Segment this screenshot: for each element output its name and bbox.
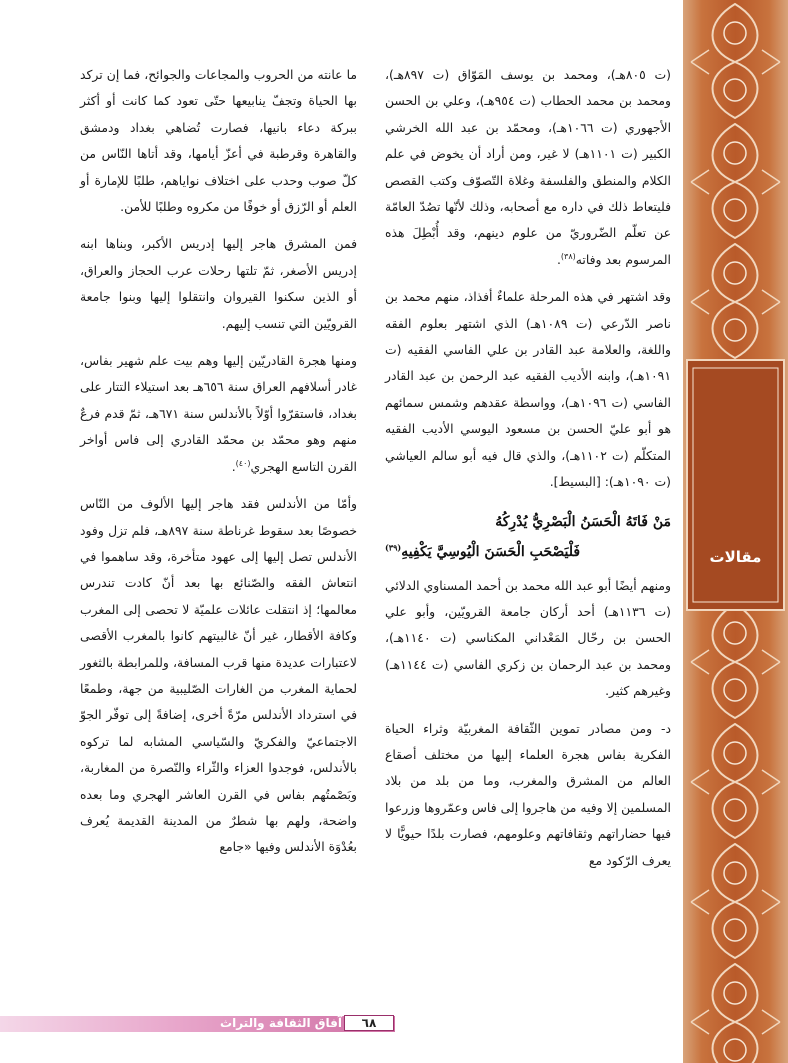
text-column-left xyxy=(80,62,357,872)
paragraph: ومنهم أيضًا أبو عبد الله محمد بن أحمد المسناوي الدلائي (ت ١١٣٦هـ) أحد أركان جامعة القرويّين، وأبو علي الحسن بن رحّال المَعْداني المكناسي (ت ١١٤٠هـ)، ومحمد بن عبد الرحمان بن زكري الفاسي (ت ١١٤٤هـ) وغيرهم كثير. xyxy=(385,577,672,699)
decorative-side-band xyxy=(683,0,788,1063)
paragraph: ما عانته من الحروب والمجاعات والجوائح، فما إن تركد بها الحياة وتجفّ ينابيعها حتّى تعود كما كانت أو أكثر ببركة دعاء بانيها، فصارت تُضاهي بغداد ودمشق والقاهرة وقرطبة في أعزّ أيامها، وقد أتاها النّاس من كلّ صوب وحدب على اختلاف نواياهم، طلبًا للإمارة أو العلم أو الرّزق أو خوفًا من مكروه وطلبًا للأمن. xyxy=(80,67,357,215)
section-label: مقالات xyxy=(709,548,762,566)
paragraph: د- ومن مصادر تموين الثّقافة المغربيّة وثراء الحياة الفكرية بفاس هجرة العلماء إليها من مختلف أصقاع العالم من المشرق والمغرب، وما من بلد من بلاد المسلمين إلا وفيه من هاجروا إلى فاس وعمّروها وزرعوا فيها حضاراتهم وثقافاتهم وعلومهم، فصارت بلدًا حيويًّا لا يعرف الرّكود مع xyxy=(385,720,671,868)
page-number: ٦٨ xyxy=(344,1015,394,1031)
verse-first-hemistich: مَنْ فَاتَهُ الْحَسَنُ الْبَصْرِيُّ يُدْرِكُهُ xyxy=(495,513,671,530)
paragraph: وأمّا من الأندلس فقد هاجر إليها الألوف من النّاس خصوصًا بعد سقوط غرناطة سنة ٨٩٧هـ، فلم تزل وفود الأندلس تصل إليها إلى عهود متأخرة، وقد ساهموا في انتعاش الفقه والصّنائع بها بعد أنّ كادت تندرس معالمها؛ إذ انتقلت عائلات علميّة لا تحصى إلى المغرب وكافة الأقطار، غير أنّ غالبيتهم كانوا بالمغرب الأقصى لاعتبارات عديدة منها قرب المسافة، وللمرابطة بالثغور لحماية المغرب من الغارات الصّليبية من جهة، وطمعًا في استرداد الأندلس مرّةً أخرى، إضافةً إلى توفّر الجوّ الاجتماعيّ والفكريّ والسّياسي المشابه لما تركوه بالأندلس، فوجدوا العزاء والثّراء والنّصرة من المغاربة، وبَصْمتُهم بفاس في القرن العاشر الهجري وما بعده واضحة، ولهم بها شطرٌ من المدينة القديمة يُعرف بعُدْوَة الأندلس وفيها «جامع xyxy=(80,496,357,855)
footnote-ref: (٣٩) xyxy=(385,541,402,552)
text-column-right xyxy=(385,62,671,885)
poem-verse xyxy=(385,507,671,567)
paragraph: فمن المشرق هاجر إليها إدريس الأكبر، وبناها ابنه إدريس الأصغر، ثمّ تلتها رحلات عرب الحجاز والعراق، أو الذين سكنوا القيروان وانتقلوا إليها وبنوا جامعة القرويّين التي تنسب إليهم. xyxy=(80,236,357,331)
magazine-title: آفاق الثقافة والتراث xyxy=(220,1016,342,1030)
paragraph: وقد اشتهر في هذه المرحلة علماءٌ أفذاذ، منهم محمد بن ناصر الدّرعي (ت ١٠٨٩هـ) الذي اشتهر بعلوم الفقه واللغة، والعلامة عبد القادر بن علي الفاسي الفقيه (ت ١٠٩١هـ)، وابنه الأديب الفقيه عبد الرحمن بن عبد القادر الفاسي (ت ١٠٩٦هـ)، وواسطة عقدهم وشمس سمائهم هو أبو عليّ الحسن بن مسعود اليوسي الأديب الفقيه المتكلّم (ت ١١٠٢هـ)، والذي قال فيه أبو سالم العياشي (ت ١٠٩٠هـ): [البسيط]. xyxy=(385,289,671,490)
arabesque-pattern-icon xyxy=(683,0,788,1063)
footnote-ref: (٤٠) xyxy=(235,458,251,468)
footnote-ref: (٣٨) xyxy=(560,251,576,261)
paragraph: (ت ٨٠٥هـ)، ومحمد بن يوسف المَوّاق (ت ٨٩٧هـ)، ومحمد بن محمد الحطاب (ت ٩٥٤هـ)، وعلي بن الحسن الأجهوري (ت ١٠٦٦هـ)، ومحمّد بن عبد الله الخرشي الكبير (ت ١١٠١هـ) لا غير، ومن أراد أن يخوض في علم الكلام والمنطق والفلسفة وغلاة التّصوّف وكتب القصص فليتعاط ذلك في داره مع أصحابه، وذلك لأنّها تصُدّ العامّة عن تعلّم الضّروريّ من علوم دينهم، وقد أُبْطِلَ هذه المرسوم بعد وفاته$^{(٣٨)}$. xyxy=(385,67,672,267)
verse-second-hemistich: فَلْيَصْحَبِ الْحَسَنَ الْيُوسِيَّ يَكْفِيهِ$^{(٣٩)}$ xyxy=(385,541,581,560)
paragraph: ومنها هجرة القادريّين إليها وهم بيت علم شهير بفاس، غادر أسلافهم العراق سنة ٦٥٦هـ بعد استيلاء التتار على بغداد، فاستقرّوا أوّلاً بالأندلس سنة ٦٧١هـ، ثمّ قدم فرعٌ منهم وهو محمّد بن محمّد القادري إلى فاس أواخر القرن التاسع الهجري$^{(٤٠)}$. xyxy=(80,353,357,474)
